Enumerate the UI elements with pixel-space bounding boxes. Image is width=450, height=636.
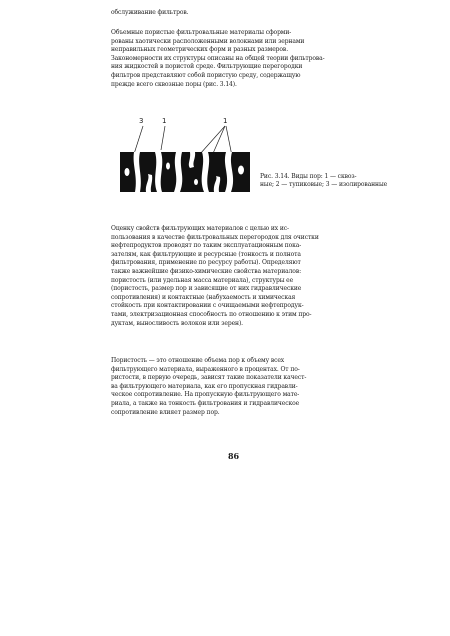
pore-structure-drawing: [110, 110, 260, 210]
body-line: фильтрующего материала, выраженного в процентах. От по-: [111, 365, 300, 373]
properties-paragraph: [111, 225, 361, 328]
body-line: ческое сопротивление. На пропускную фильтрующего мате-: [111, 391, 300, 399]
body-line: дуктам, выносливость волокон или зерен).: [111, 319, 243, 327]
page-number: 86: [228, 451, 239, 461]
caption-line: ные; 2 — тупиковые; 3 — изолированные: [260, 181, 388, 188]
figure-label-3: 3: [139, 117, 144, 125]
intro-line: неправильных геометрических форм и разных размеров.: [111, 46, 289, 54]
body-line: сопротивления) и контактные (набухаемость и химическая: [111, 293, 296, 301]
body-line: пользования в качестве фильтровальных перегородок для очистки: [111, 233, 319, 241]
body-line: зателям, как фильтрующие и ресурсные (тонкость и полнота: [111, 250, 301, 258]
intro-line: рованы хаотически расположенными волокнами или зернами: [111, 37, 305, 45]
intro-line: ния жидкостей в пористой среде. Фильтрующие перегородки: [111, 63, 303, 71]
body-line: пористость (или удельная масса материала), структуры ее: [111, 276, 294, 284]
body-line: Пористость — это отношение объема пор к объему всех: [111, 357, 285, 364]
intro-line: фильтров представляют собой пористую среду, содержащую: [111, 71, 301, 79]
intro-paragraph: [111, 29, 361, 89]
top-line: [111, 9, 189, 18]
pore-types-figure: [110, 110, 260, 210]
body-line: риала, а также на тонкость фильтрования и гидравлическое: [111, 399, 300, 407]
intro-line: Объемные пористые фильтровальные материалы сформи-: [111, 29, 292, 36]
intro-line: прежде всего сквозные поры (рис. 3.14).: [111, 80, 237, 88]
body-line: также важнейшие физико-химические свойства материалов:: [111, 267, 302, 275]
figure-label-1b: 1: [223, 117, 228, 125]
body-line: фильтрования, применение по ресурсу работы). Определяют: [111, 259, 301, 267]
intro-line: Закономерности их структуры описаны на общей теории фильтрова-: [111, 54, 325, 62]
body-line: ва фильтрующего материала, как его пропускная гидравли-: [111, 382, 298, 390]
figure-caption: [260, 173, 388, 189]
body-line: (пористость, размер пор и зависящие от них гидравлические: [111, 285, 302, 293]
figure-label-1a: 1: [162, 117, 167, 125]
top-line-text: обслуживание фильтров.: [111, 9, 189, 16]
body-line: Оценку свойств фильтрующих материалов с целью их ис-: [111, 225, 289, 232]
caption-line: Рис. 3.14. Виды пор: 1 — сквоз-: [260, 173, 357, 180]
body-line: нефтепродуктов проводят по таким эксплуатационным пока-: [111, 242, 302, 250]
body-line: стойкость при контактировании с очищаемыми нефтепродук-: [111, 302, 304, 310]
porosity-paragraph: [111, 357, 361, 417]
body-line: сопротивление влияет размер пор.: [111, 408, 220, 416]
body-line: ристости, в первую очередь, зависят такие показатели качест-: [111, 374, 307, 382]
body-line: тами, электризационная способность по отношению к этим про-: [111, 310, 312, 318]
